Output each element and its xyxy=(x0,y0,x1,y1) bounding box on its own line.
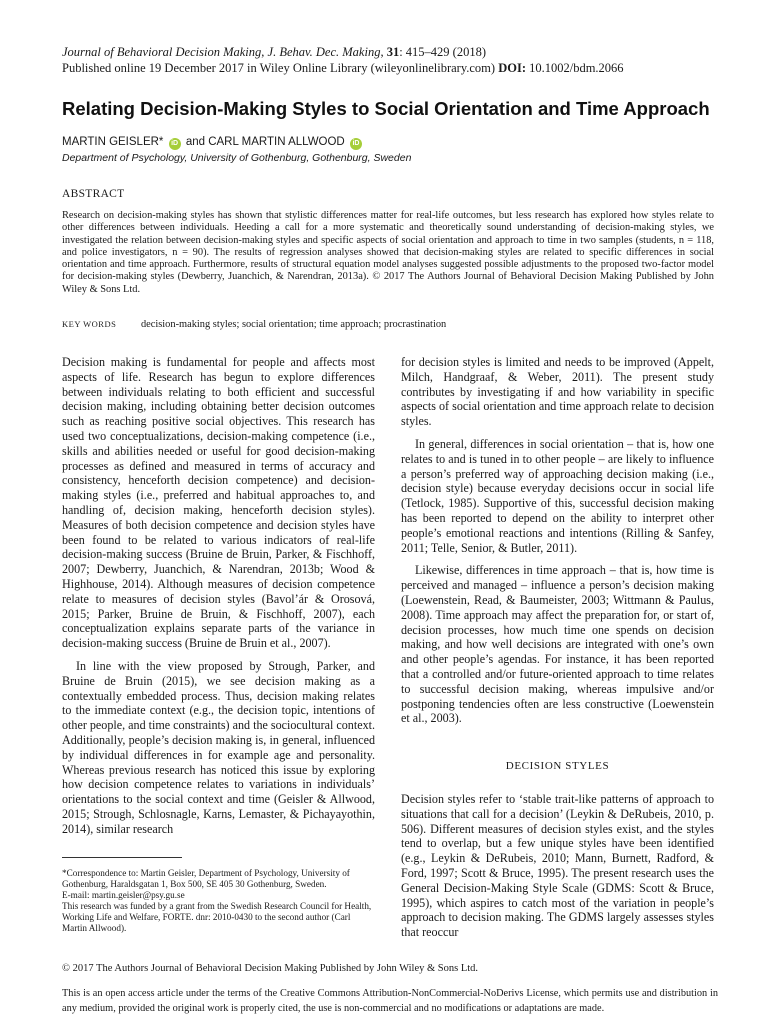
keywords-label: KEY WORDS xyxy=(62,319,117,329)
body-column-right-section xyxy=(401,792,714,940)
journal-name: Journal of Behavioral Decision Making xyxy=(62,45,262,59)
journal-published-line xyxy=(62,60,722,76)
footnote-correspondence: *Correspondence to: Martin Geisler, Department of Psychology, University of Gothenburg, Haraldsgatan 1, Box 500, SE 405 30 Gothenburg, Sweden. xyxy=(62,868,350,889)
doi-link[interactable]: 10.1002/bdm.2066 xyxy=(529,61,624,75)
journal-abbrev: J. Behav. Dec. Making xyxy=(267,45,381,59)
author-2: CARL MARTIN ALLWOOD xyxy=(208,136,345,148)
footnote xyxy=(62,868,375,934)
author-line xyxy=(62,134,722,150)
journal-header xyxy=(62,44,722,76)
author-connector: and xyxy=(185,136,205,148)
journal-pages: : 415–429 (2018) xyxy=(399,45,487,59)
paragraph: In general, differences in social orientation – that is, how one relates to and is tuned in to other people – are likely to influence a person’s preferred way of approaching decision making (i.e., decision style) because everyday decisions occur in social life (Tetlock, 1985). Supportive of this, successful decision making has been reported to depend on the ability to interpret other people’s emotional reactions and intentions (Rilling & Sanfey, 2011; Telle, Senior, & Butler, 2011). xyxy=(401,436,714,555)
body-column-right xyxy=(401,355,714,726)
body-column-left xyxy=(62,355,375,837)
paragraph: Decision styles refer to ‘stable trait-like patterns of approach to situations that call for a decision’ (Leykin & DeRubeis, 2010, p. 506). Different measures of decision styles exist, and the styles tend to overlap, but a few unique styles have been identified (e.g., Leykin & DeRubeis, 2010; Mann, Burnett, Radford, & Ford, 1997; Scott & Bruce, 1995). The present research uses the General Decision-Making Style Scale (GDMS: Scott & Bruce, 1995), which aspires to catch most of the variation in people’s approach to decision making. The GDMS largely assesses styles that reoccur xyxy=(401,792,714,940)
affiliation: Department of Psychology, University of Gothenburg, Gothenburg, Sweden xyxy=(62,152,412,164)
keywords xyxy=(62,317,722,332)
paragraph: for decision styles is limited and needs to be improved (Appelt, Milch, Handgraaf, & Weber, 2011). The present study contributes by investigating if and how variability in specific aspects of social orientation and time approach relate to decision styles. xyxy=(401,355,714,429)
footnote-email[interactable]: E-mail: martin.geisler@psy.gu.se xyxy=(62,890,185,900)
paragraph: Likewise, differences in time approach – that is, how time is perceived and managed – influence a person’s decision making (Loewenstein, Read, & Baumeister, 2003; Wittmann & Paulus, 2008). Time approach may affect the preparation for, or start of, decision processes, how much time one spends on decision making, and how well decisions are integrated with one’s own and other people’s agendas. For instance, it has been reported that a controlled and/or future-oriented approach to time relates to successful decision making, whereas impulsive and/or postponing tendencies often are less constructive (Loewenstein et al., 2003). xyxy=(401,563,714,726)
paragraph: In line with the view proposed by Strough, Parker, and Bruine de Bruin (2015), we see decision making as a contextually embedded process. Thus, decision making relates to the immediate context (e.g., the decision topic, intentions of other people, and time constraints) and the sociocultural context. Additionally, people’s decision making is, in general, influenced by individual differences in for example age and personality. Whereas previous research has noticed this issue by exploring how decision competence relates to variations in individuals’ orientations to the social context and time (Geisler & Allwood, 2015; Strough, Schlosnagle, Karns, Lemaster, & Pichayayothin, 2014), similar research xyxy=(62,658,375,836)
section-heading: DECISION STYLES xyxy=(505,760,610,772)
author-1: MARTIN GEISLER* xyxy=(62,136,164,148)
footnote-rule xyxy=(62,857,182,858)
journal-volume: 31 xyxy=(386,45,400,59)
copyright-line: © 2017 The Authors Journal of Behavioral Decision Making Published by John Wiley & Sons Ltd. xyxy=(62,963,479,974)
abstract-heading: ABSTRACT xyxy=(62,188,125,200)
orcid-icon[interactable]: iD xyxy=(350,138,362,150)
published-text: Published online 19 December 2017 in Wiley Online Library (wileyonlinelibrary.com) xyxy=(62,61,496,75)
journal-citation-line: Journal of Behavioral Decision Making, J. Behav. Dec. Making, 31: 415–429 (2018) xyxy=(62,45,487,59)
footnote-funding: This research was funded by a grant from the Swedish Research Council for Health, Working Life and Welfare, FORTE. dnr: 2010-0430 to the second author (Carl Martin Allwood). xyxy=(62,901,372,933)
keywords-text: decision-making styles; social orientation; time approach; procrastination xyxy=(140,319,447,330)
paragraph: Decision making is fundamental for people and affects most aspects of life. Research has begun to explore differences between individuals relating to both efficient and successful decision making, including obtaining better decision outcomes such as reaching positive social objectives. This research has used two conceptualizations, decision-making competence (i.e., skills and abilities needed or useful for good decision-making processes as defined and measured in terms of accuracy and consistency, henceforth decision competence) and decision-making styles (i.e., preferred and habitual approaches to, and handling of, decision making, henceforth decision styles). Measures of both decision competence and decision styles have been found to be related to various indicators of real-life decision-making success (Bruine de Bruin, Parker, & Fischhoff, 2007; Dewberry, Juanchich, & Narendran, 2013b; Wood & Highhouse, 2014). Although measures of decision competence relate to measures of decision styles (Bavol’ár & Orosová, 2015; Parker, Bruine de Bruin, & Fischhoff, 2007), each conceptualization explains separate parts of the variance in decision-making success (Bruine de Bruin et al., 2007). xyxy=(62,355,375,651)
license-text: This is an open access article under the terms of the Creative Commons Attribution-NonCommercial-NoDerivs License, which permits use and distribution in any medium, provided the original work is properly cited, the use is non-commercial and no modifications or adaptations are made. xyxy=(62,988,718,1014)
orcid-icon[interactable]: iD xyxy=(169,138,181,150)
abstract-text: Research on decision-making styles has shown that stylistic differences matter for real-life outcomes, but less research has explored how styles relate to other differences between individuals. Heeding a call for a more systematic and theoretically sound understanding of decision-making styles, we investigated the relation between decision-making styles and specific aspects of social orientation and approach to time in two samples (students, n = 118, and police investigators, n = 90). The results of regression analyses showed that decision-making styles are related to specific differences in social orientation and time approach. Furthermore, results of structural equation model analyses suggested possible adjustments to the proposed two-factor model for decision-making styles (Dewberry, Juanchich, & Narendran, 2013a). © 2017 The Authors Journal of Behavioral Decision Making Published by John Wiley & Sons Ltd. xyxy=(62,210,714,295)
article-title: Relating Decision-Making Styles to Social Orientation and Time Approach xyxy=(62,98,710,119)
doi-label: DOI: xyxy=(498,61,526,75)
